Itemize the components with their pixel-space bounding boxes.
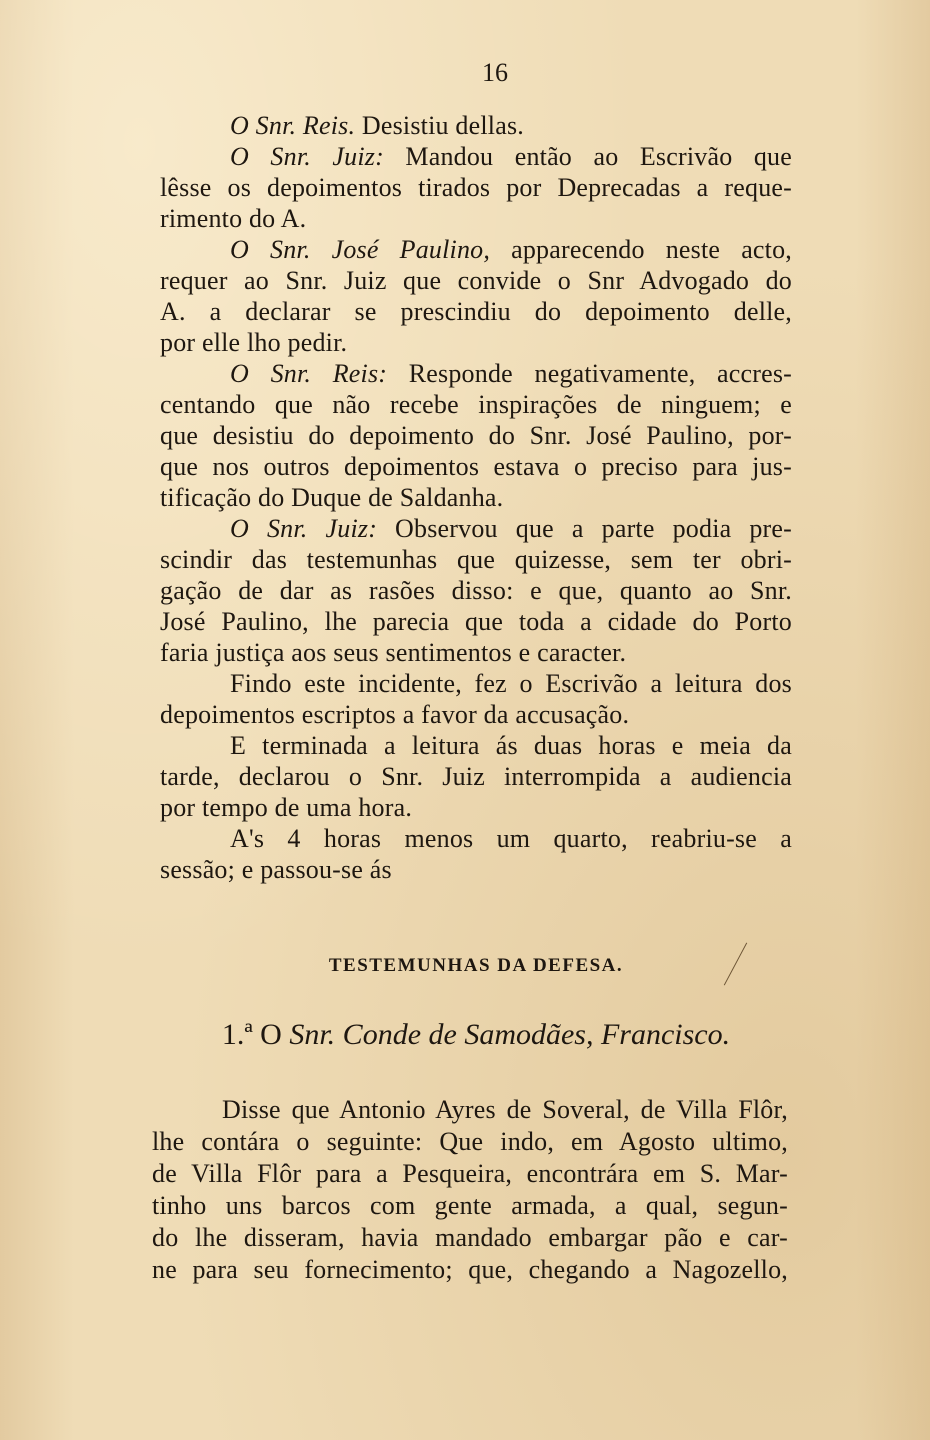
text-line: [160, 823, 792, 854]
line-text: tificação do Duque de Saldanha.: [160, 483, 504, 512]
line-text: Desistiu dellas.: [355, 111, 524, 140]
line-text: requer ao Snr. Juiz que convide o Snr Advogado do: [160, 266, 792, 295]
speaker-name: O Snr. Reis:: [230, 359, 388, 388]
line-text: E terminada a leitura ás duas horas e meia da: [230, 731, 792, 760]
line-text: scindir das testemunhas que quizesse, sem ter obri-: [160, 545, 792, 574]
text-line: [160, 420, 792, 451]
text-line: [160, 172, 792, 203]
line-text: A. a declarar se prescindiu do depoimento delle,: [160, 297, 792, 326]
witness-heading: [160, 1018, 792, 1052]
text-line: [152, 1158, 788, 1190]
section-heading: TESTEMUNHAS DA DEFESA.: [328, 955, 624, 976]
line-text: depoimentos escriptos a favor da accusação.: [160, 700, 630, 729]
witness-ordinal: 1.ª O: [221, 1018, 282, 1051]
line-text: rimento do A.: [160, 204, 307, 233]
line-text: de Villa Flôr para a Pesqueira, encontrára em S. Mar-: [152, 1159, 788, 1188]
text-line: [160, 296, 792, 327]
text-line: [160, 203, 792, 234]
text-line: [160, 358, 792, 389]
line-text: lêsse os depoimentos tirados por Deprecadas a reque-: [160, 173, 792, 202]
text-line: [160, 575, 792, 606]
text-line: [160, 637, 792, 668]
witness-name: Snr. Conde de Samodães, Francisco.: [281, 1018, 731, 1051]
text-line: [160, 544, 792, 575]
text-line: [152, 1254, 788, 1286]
line-text: Responde negativamente, accres-: [387, 359, 792, 388]
line-text: sessão; e passou-se ás: [160, 855, 392, 884]
line-text: gação de dar as rasões disso: e que, quanto ao Snr.: [160, 576, 792, 605]
text-line: [160, 699, 792, 730]
line-text: Mandou então ao Escrivão que: [383, 142, 792, 171]
text-line: [160, 482, 792, 513]
line-text: ne para seu fornecimento; que, chegando a Nagozello,: [152, 1255, 788, 1284]
text-line: [160, 451, 792, 482]
line-text: apparecendo neste acto,: [490, 235, 792, 264]
speaker-name: O Snr. Reis.: [230, 111, 356, 140]
text-line: [160, 513, 792, 544]
line-text: lhe contára o seguinte: Que indo, em Agosto ultimo,: [152, 1127, 788, 1156]
speaker-name: O Snr. Juiz:: [230, 142, 384, 171]
text-line: [160, 265, 792, 296]
line-text: centando que não recebe inspirações de ninguem; e: [160, 390, 792, 419]
text-line: [160, 110, 792, 141]
line-text: do lhe disseram, havia mandado embargar pão e car-: [152, 1223, 788, 1252]
text-line: [152, 1126, 788, 1158]
line-text: tinho uns barcos com gente armada, a qual, segun-: [152, 1191, 788, 1220]
text-line: [160, 730, 792, 761]
text-line: [160, 234, 792, 265]
line-text: faria justiça aos seus sentimentos e caracter.: [160, 638, 627, 667]
line-text: por elle lho pedir.: [160, 328, 348, 357]
line-text: Disse que Antonio Ayres de Soveral, de Villa Flôr,: [222, 1095, 788, 1124]
line-text: Observou que a parte podia pre-: [377, 514, 792, 543]
text-line: [160, 792, 792, 823]
text-line: [160, 389, 792, 420]
text-line: [152, 1222, 788, 1254]
transcript-text-block: [160, 110, 792, 885]
line-text: Findo este incidente, fez o Escrivão a leitura dos: [230, 669, 792, 698]
testimony-text-block: [152, 1094, 788, 1286]
line-text: A's 4 horas menos um quarto, reabriu-se a: [230, 824, 792, 853]
text-line: [152, 1094, 788, 1126]
text-line: [160, 761, 792, 792]
text-line: [152, 1190, 788, 1222]
text-line: [160, 668, 792, 699]
text-line: [160, 327, 792, 358]
speaker-name: O Snr. Juiz:: [230, 514, 378, 543]
line-text: que desistiu do depoimento do Snr. José Paulino, por-: [160, 421, 792, 450]
line-text: por tempo de uma hora.: [160, 793, 413, 822]
text-line: [160, 141, 792, 172]
line-text: que nos outros depoimentos estava o preciso para jus-: [160, 452, 792, 481]
text-line: [160, 606, 792, 637]
speaker-name: O Snr. José Paulino,: [230, 235, 491, 264]
line-text: tarde, declarou o Snr. Juiz interrompida a audiencia: [160, 762, 792, 791]
page-number: 16: [482, 58, 508, 87]
text-line: [160, 854, 792, 885]
line-text: José Paulino, lhe parecia que toda a cidade do Porto: [160, 607, 792, 636]
